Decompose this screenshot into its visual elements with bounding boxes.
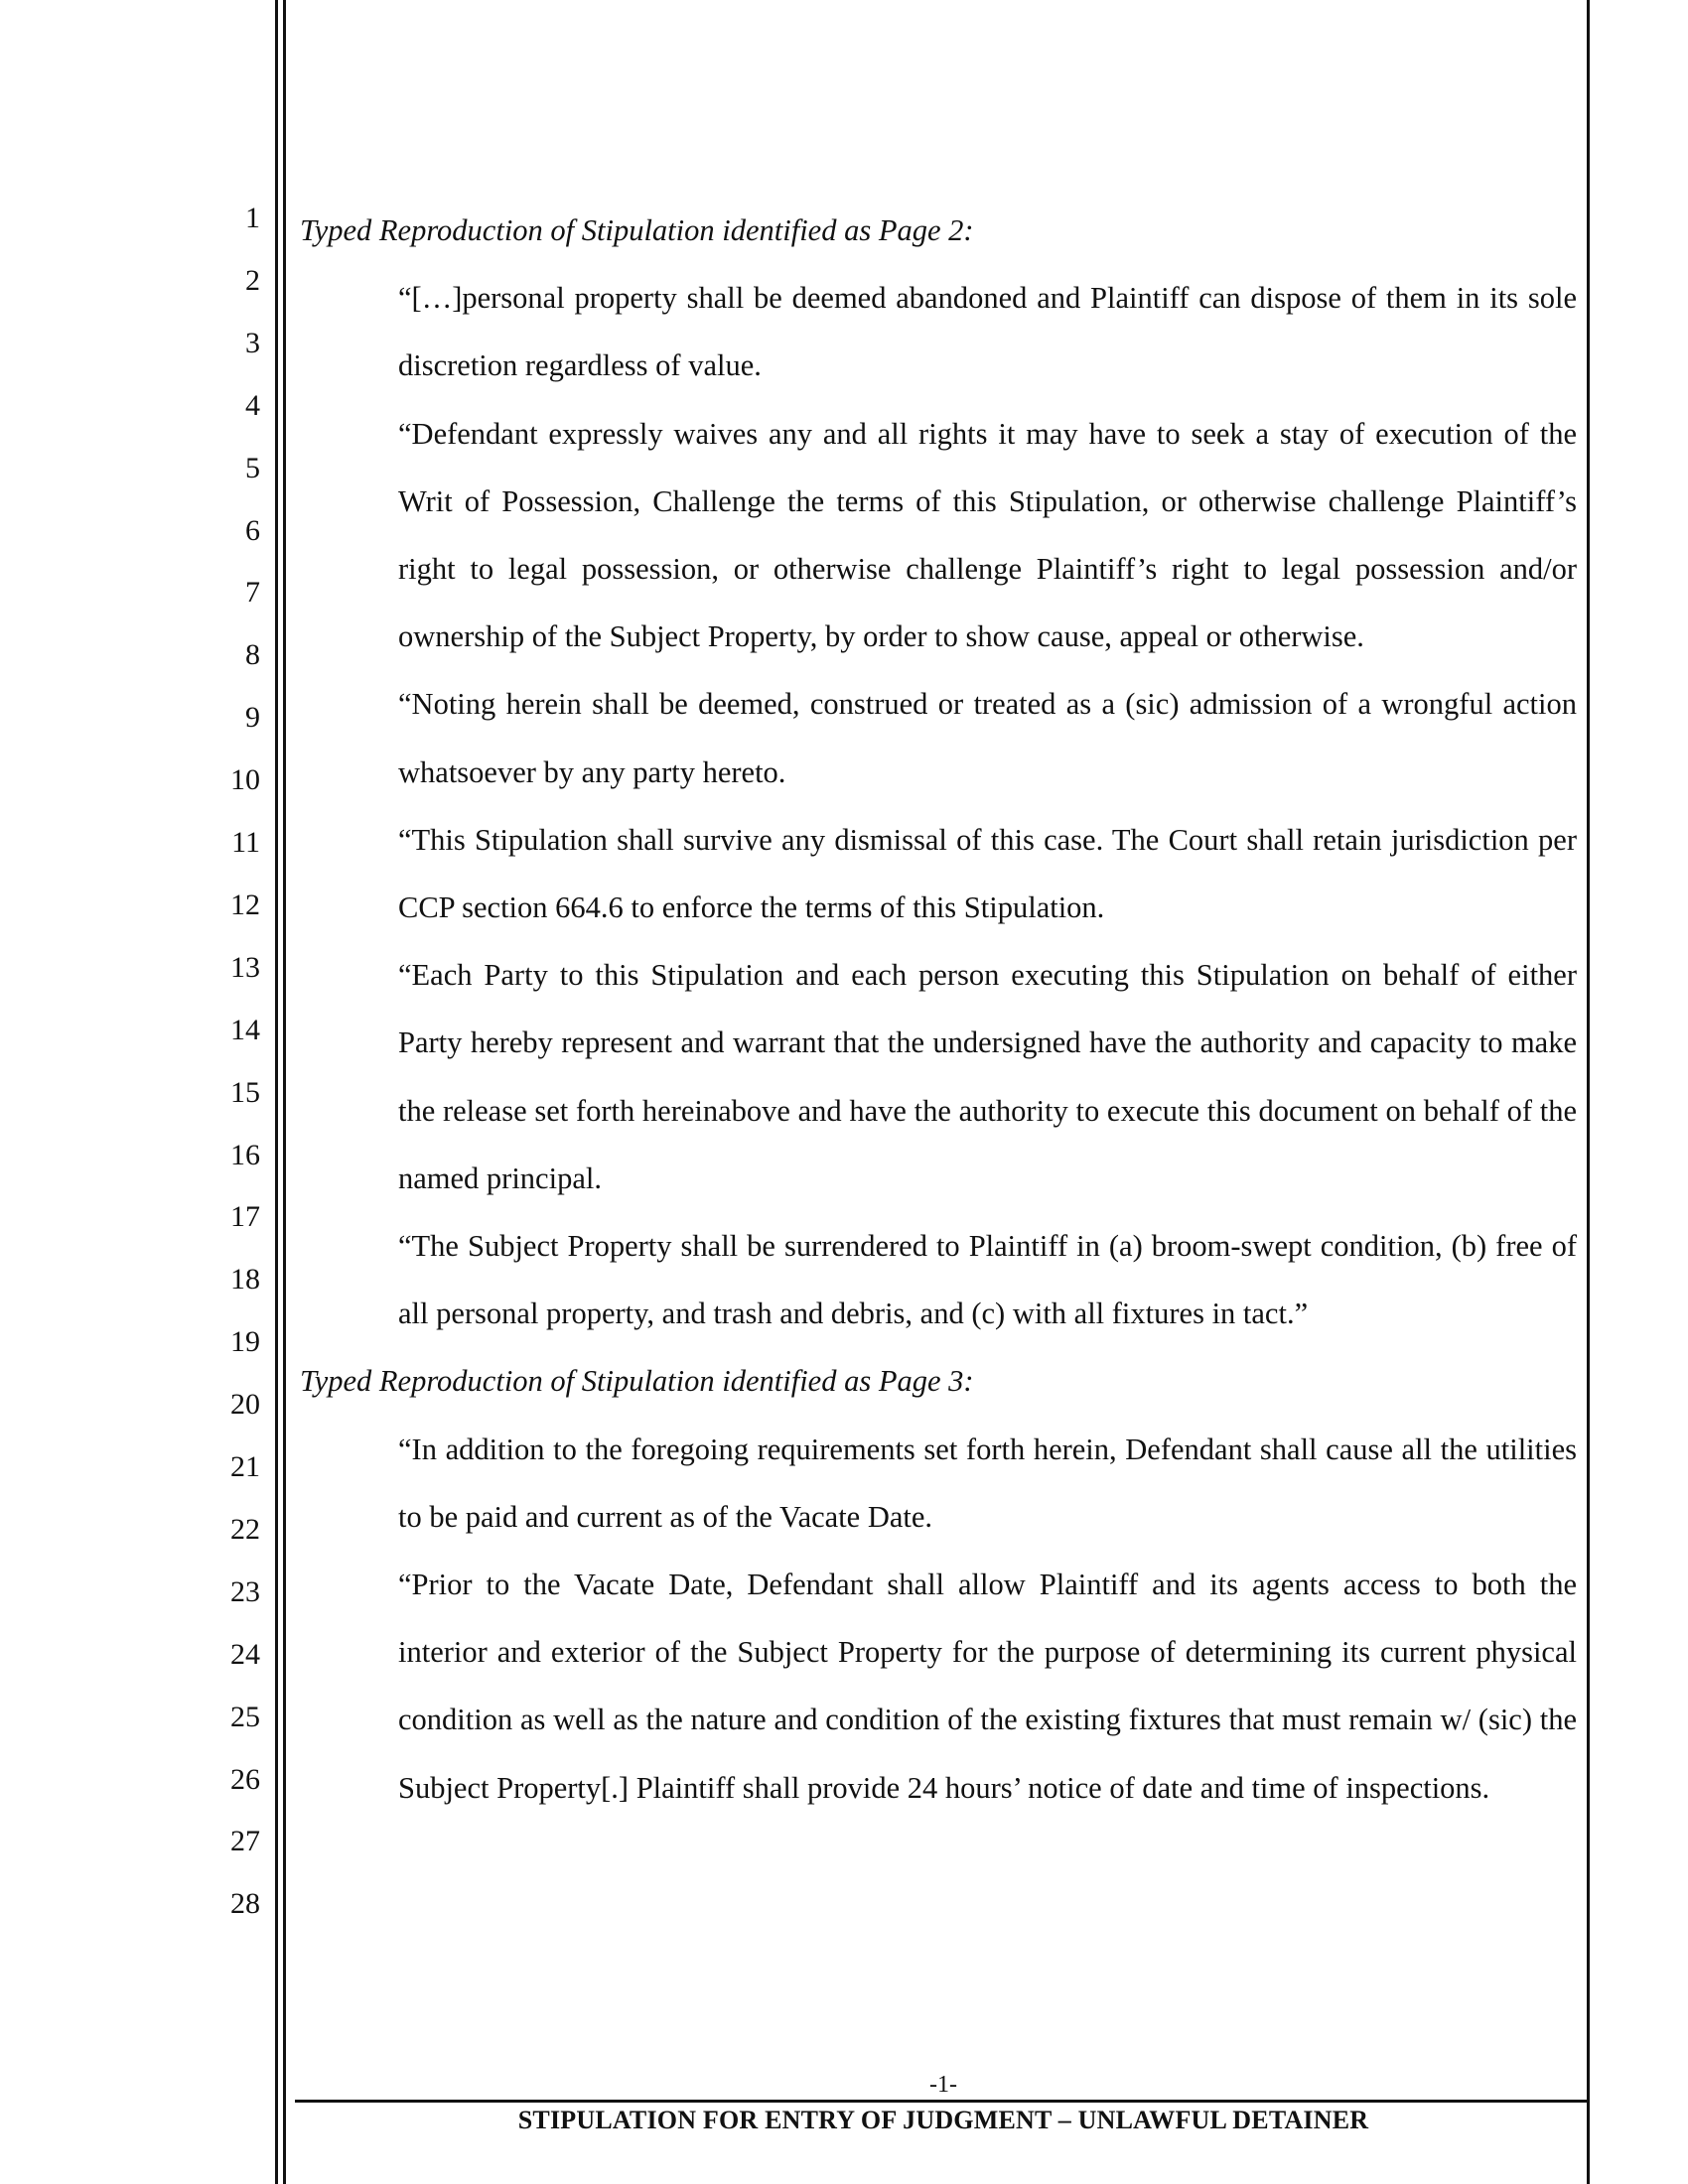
line-number: 12 bbox=[230, 887, 260, 921]
line-number: 3 bbox=[245, 326, 260, 359]
line-number: 8 bbox=[245, 638, 260, 672]
line-number: 17 bbox=[230, 1200, 260, 1234]
document-body bbox=[300, 197, 1577, 1822]
line-number: 4 bbox=[245, 388, 260, 422]
line-number: 28 bbox=[230, 1887, 260, 1921]
stipulation-paragraph: “Prior to the Vacate Date, Defendant shall allow Plaintiff and its agents access to both the interior and exterior of the Subject Property for the purpose of determining its current physical condition as well as the nature and condition of the existing fixtures that must remain w/ (sic) the Subject Property[.] Plaintiff shall provide 24 hours’ notice of date and time of inspections. bbox=[398, 1568, 1577, 1805]
stipulation-paragraph: “Each Party to this Stipulation and each person executing this Stipulation on behalf of either Party hereby represent and warrant that the undersigned have the authority and capacity to make the release set forth hereinabove and have the authority to execute this document on behalf of the named principal. bbox=[398, 958, 1577, 1195]
left-margin-rule-outer bbox=[275, 0, 278, 2184]
line-number: 23 bbox=[230, 1574, 260, 1608]
line-number: 27 bbox=[230, 1825, 260, 1858]
footer-rule bbox=[295, 2100, 1589, 2103]
line-number: 18 bbox=[230, 1263, 260, 1297]
line-number: 25 bbox=[230, 1700, 260, 1733]
left-margin-rule-inner bbox=[283, 0, 286, 2184]
line-number: 10 bbox=[230, 763, 260, 797]
line-number: 16 bbox=[230, 1138, 260, 1171]
stipulation-paragraph: “The Subject Property shall be surrendered to Plaintiff in (a) broom-swept condition, (b) free of all personal property, and trash and debris, and (c) with all fixtures in tact.” bbox=[398, 1229, 1577, 1331]
stipulation-paragraph: “[…]personal property shall be deemed abandoned and Plaintiff can dispose of them in its sole discretion regardless of value. bbox=[398, 281, 1577, 383]
stipulation-paragraph: “Defendant expressly waives any and all rights it may have to seek a stay of execution of the Writ of Possession, Challenge the terms of this Stipulation, or otherwise challenge Plaintiff’s right to legal possession, or otherwise challenge Plaintiff’s right to legal possession and/or ownership of the Subject Property, by order to show cause, appeal or otherwise. bbox=[398, 416, 1577, 654]
section-heading-page-2: Typed Reproduction of Stipulation identified as Page 2: bbox=[300, 213, 974, 247]
line-number: 14 bbox=[230, 1013, 260, 1046]
right-margin-rule bbox=[1587, 0, 1590, 2184]
line-number: 5 bbox=[245, 451, 260, 484]
section-heading-page-3: Typed Reproduction of Stipulation identified as Page 3: bbox=[300, 1364, 974, 1399]
line-number: 20 bbox=[230, 1388, 260, 1422]
line-number: 6 bbox=[245, 513, 260, 547]
line-number: 2 bbox=[245, 263, 260, 297]
stipulation-paragraph: “This Stipulation shall survive any dismissal of this case. The Court shall retain jurisdiction per CCP section 664.6 to enforce the terms of this Stipulation. bbox=[398, 822, 1577, 925]
line-number: 7 bbox=[245, 576, 260, 610]
line-number: 26 bbox=[230, 1762, 260, 1796]
stipulation-paragraph: “In addition to the foregoing requirements set forth herein, Defendant shall cause all the utilities to be paid and current as of the Vacate Date. bbox=[398, 1432, 1577, 1534]
line-number: 11 bbox=[231, 826, 260, 859]
line-number: 19 bbox=[230, 1325, 260, 1359]
line-number: 9 bbox=[245, 701, 260, 735]
line-number: 15 bbox=[230, 1075, 260, 1109]
line-number: 1 bbox=[245, 202, 260, 234]
line-number: 22 bbox=[230, 1512, 260, 1546]
line-number: 13 bbox=[230, 950, 260, 984]
footer-title: STIPULATION FOR ENTRY OF JUDGMENT – UNLAWFUL DETAINER bbox=[517, 2106, 1369, 2134]
page-number: -1- bbox=[929, 2072, 957, 2098]
line-number: 24 bbox=[230, 1637, 260, 1671]
line-number: 21 bbox=[230, 1450, 260, 1483]
stipulation-paragraph: “Noting herein shall be deemed, construed or treated as a (sic) admission of a wrongful action whatsoever by any party hereto. bbox=[398, 687, 1577, 789]
